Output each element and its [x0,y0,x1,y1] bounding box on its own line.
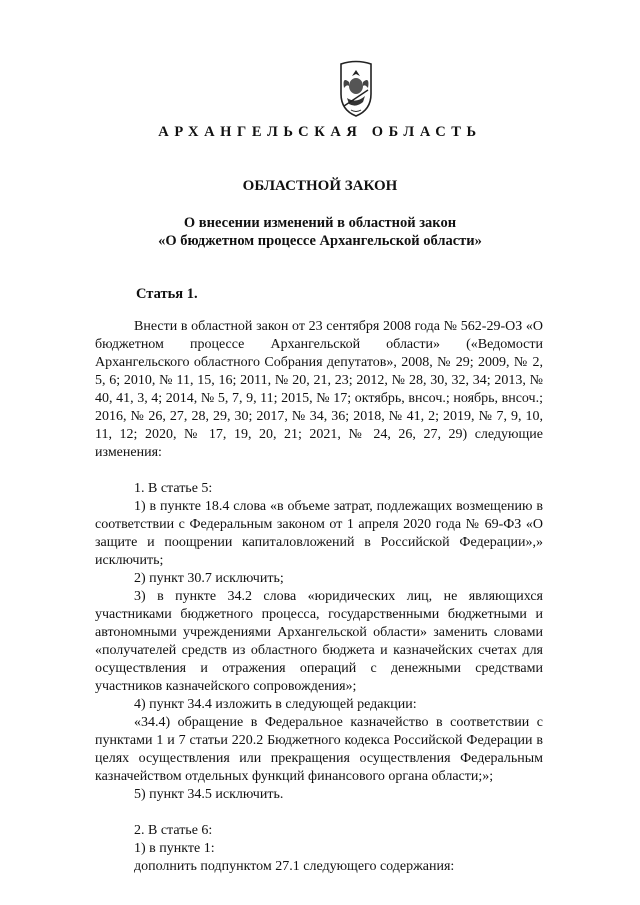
section-1-item-4: 4) пункт 34.4 изложить в следующей редакции: [134,697,417,712]
section-1-item-3: 3) в пункте 34.2 слова «юридических лиц, не являющихся участниками бюджетного процесса, государственными бюджетными и автономными учреждениями Архангельской области» заменить словами «получателей средств из областного бюджета и казначейских счетах для осуществления и отражения операций с денежными средствами участников казначейского сопровождения»; [95,589,543,694]
article-body [95,318,543,876]
law-title [0,214,640,250]
coat-of-arms-icon [331,60,381,120]
section-1-item-5: 5) пункт 34.5 исключить. [134,787,284,802]
law-type: ОБЛАСТНОЙ ЗАКОН [242,178,398,194]
law-title-line: «О бюджетном процессе Архангельской области» [158,233,482,249]
law-title-line: О внесении изменений в областной закон [183,215,457,231]
section-1-item-2: 2) пункт 30.7 исключить; [134,571,284,586]
section-2-item-1-text: дополнить подпунктом 27.1 следующего содержания: [134,859,455,874]
paragraph-intro: Внести в областной закон от 23 сентября 2008 года № 562-29-ОЗ «О бюджетном процессе Архангельской области» («Ведомости Архангельского областного Собрания депутатов», 2008, № 29; 2009, № 2, 5, 6; 2010, № 11, 15, 16; 2011, № 20, 21, 23; 2012, № 28, 30, 32, 34; 2013, № 40, 41, 3, 4; 2014, № 5, 7, 9, 11; 2015, № 17; октябрь, внсоч.; ноябрь, внсоч.; 2016, № 26, 27, 28, 29, 30; 2017, № 34, 36; 2018, № 41, 2; 2019, № 7, 9, 10, 11, 12; 2020, № 17, 19, 20, 21; 2021, № 24, 26, 27, 29) следующие изменения: [95,319,543,460]
article-heading: Статья 1. [136,286,198,302]
region-name: АРХАНГЕЛЬСКАЯ ОБЛАСТЬ [158,124,482,140]
section-1-item-1: 1) в пункте 18.4 слова «в объеме затрат, подлежащих возмещению в соответствии с Федеральным законом от 1 апреля 2020 года № 69-ФЗ «О защите и поощрении капиталовложений в Российской Федерации»,» исключить; [95,499,543,568]
section-1-item-4-text: «34.4) обращение в Федеральное казначейство в соответствии с пунктами 1 и 7 статьи 220.2 Бюджетного кодекса Российской Федерации в целях осуществления или прекращения осуществления Федеральным казначейством отдельных функций финансового органа области;»; [95,715,543,784]
section-2-title: 2. В статье 6: [134,823,213,838]
section-2-item-1: 1) в пункте 1: [134,841,215,856]
section-1-title: 1. В статье 5: [134,481,213,496]
